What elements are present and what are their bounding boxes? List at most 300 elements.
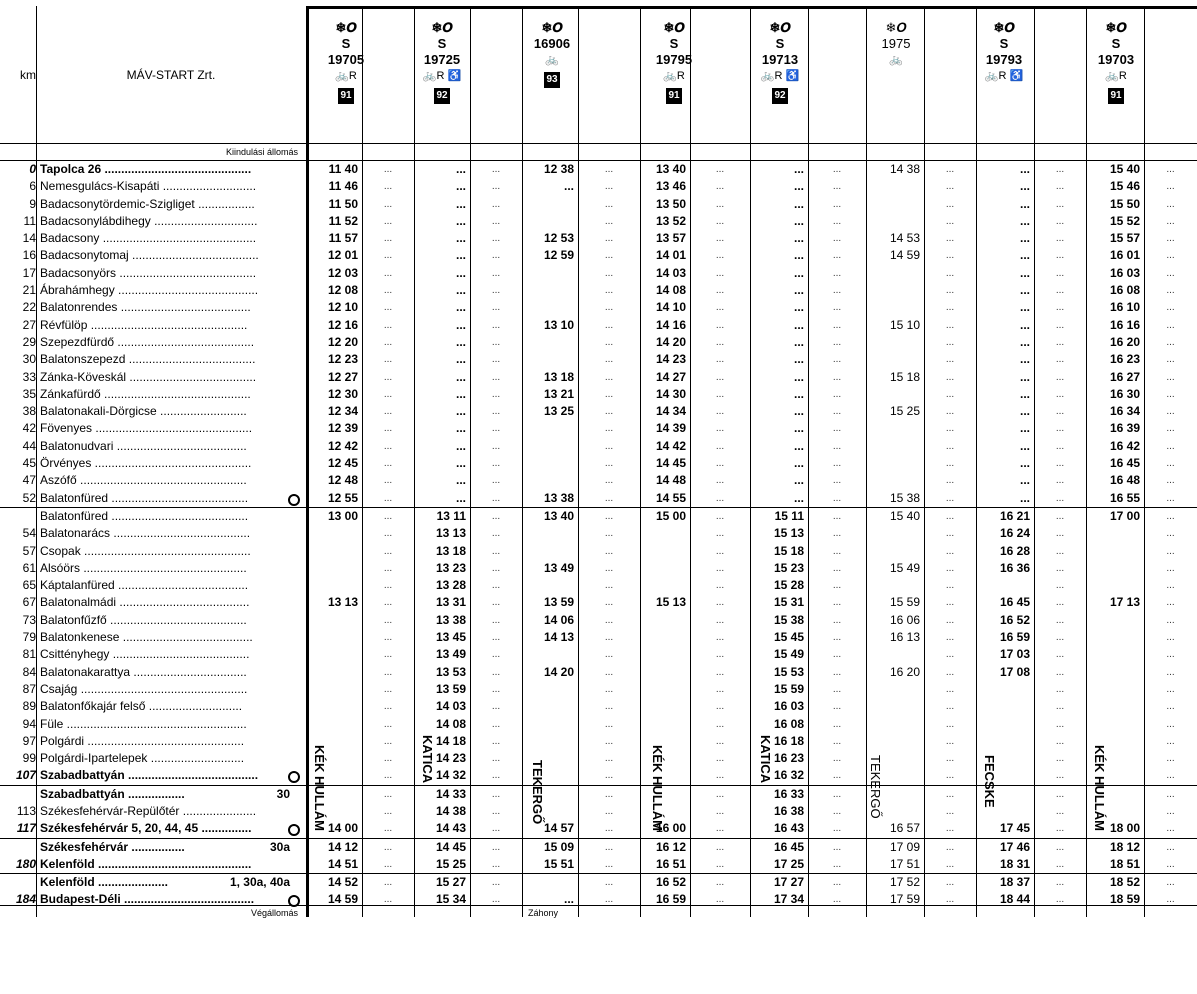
- empty-column-filler: ...: [945, 164, 955, 175]
- km-cell: 30: [22, 352, 36, 367]
- empty-column-filler: ...: [715, 788, 725, 800]
- departure-time: [866, 334, 920, 351]
- empty-column-filler: ...: [832, 440, 842, 452]
- station-name: Révfülöp ...............................................: [40, 317, 248, 332]
- km-cell: 117: [16, 821, 36, 836]
- departure-time: [1086, 716, 1140, 733]
- empty-column-filler: ...: [945, 823, 955, 835]
- empty-column-filler: ...: [604, 302, 614, 314]
- departure-time: [306, 664, 358, 681]
- departure-time: [522, 265, 574, 282]
- empty-column-filler: ...: [383, 319, 393, 331]
- departure-time: 17 59: [889, 892, 920, 907]
- departure-time: [976, 733, 1030, 750]
- km-cell: 47: [22, 473, 36, 488]
- empty-column-filler: ...: [715, 423, 725, 435]
- empty-column-filler: ...: [491, 423, 501, 435]
- empty-column-filler: ...: [1166, 770, 1175, 782]
- departure-time: 16 48: [1109, 473, 1140, 488]
- empty-column-filler: ...: [832, 233, 842, 245]
- departure-time: [866, 196, 920, 213]
- departure-time: 13 40: [655, 162, 686, 176]
- table-row: [0, 299, 1197, 316]
- departure-time: 14 52: [327, 875, 358, 890]
- departure-time: 14 57: [543, 821, 574, 836]
- empty-column-filler: ...: [604, 545, 614, 557]
- empty-column-filler: ...: [832, 632, 842, 644]
- station-name: Balatonrendes .......................................: [40, 300, 251, 315]
- table-row: [0, 629, 1197, 646]
- empty-column-filler: ...: [491, 701, 501, 713]
- empty-column-filler: ...: [945, 894, 955, 906]
- empty-column-filler: ...: [383, 805, 393, 817]
- empty-column-filler: ...: [604, 858, 614, 870]
- departure-time: 14 12: [327, 839, 358, 854]
- station-name: Székesfehérvár ................ 30a: [40, 839, 302, 856]
- departure-time: [640, 716, 686, 733]
- departure-time: 13 13: [327, 595, 358, 610]
- empty-column-filler: ...: [491, 475, 501, 487]
- empty-column-filler: ...: [604, 666, 614, 678]
- empty-column-filler: ...: [383, 336, 393, 348]
- departure-time: 17 08: [999, 664, 1030, 679]
- empty-column-filler: ...: [491, 753, 501, 765]
- empty-column-filler: ...: [832, 666, 842, 678]
- departure-time: 18 12: [1109, 839, 1140, 854]
- operator-label: MÁV-START Zrt.: [126, 68, 216, 82]
- empty-column-filler: ...: [1055, 215, 1065, 227]
- empty-column-filler: ...: [491, 510, 501, 522]
- departure-time: ...: [793, 248, 804, 263]
- table-row: [0, 646, 1197, 663]
- table-row: [0, 334, 1197, 351]
- empty-column-filler: ...: [491, 285, 501, 297]
- departure-time: ...: [1019, 300, 1030, 315]
- departure-time: [866, 646, 920, 663]
- empty-column-filler: ...: [945, 683, 955, 695]
- departure-time: 15 11: [774, 508, 804, 523]
- empty-column-filler: ...: [832, 336, 842, 348]
- empty-column-filler: ...: [604, 788, 614, 800]
- departure-time: 13 31: [435, 595, 466, 610]
- empty-column-filler: ...: [945, 614, 955, 626]
- departure-time: 16 36: [999, 560, 1030, 575]
- departure-time: [640, 629, 686, 646]
- empty-column-filler: ...: [383, 475, 393, 487]
- table-row: [0, 403, 1197, 420]
- departure-time: ...: [563, 179, 574, 194]
- departure-time: [1086, 612, 1140, 629]
- empty-column-filler: ...: [945, 423, 955, 435]
- departure-time: 14 23: [655, 352, 686, 367]
- departure-time: [522, 282, 574, 299]
- empty-column-filler: ...: [491, 302, 501, 314]
- departure-time: 15 38: [773, 612, 804, 627]
- empty-column-filler: ...: [491, 562, 501, 574]
- empty-column-filler: ...: [491, 858, 501, 870]
- empty-column-filler: ...: [715, 164, 725, 175]
- departure-time: [866, 282, 920, 299]
- departure-time: 13 18: [435, 543, 466, 558]
- table-row: [0, 664, 1197, 681]
- departure-time: [522, 334, 574, 351]
- table-row: [0, 543, 1197, 560]
- empty-column-filler: ...: [945, 285, 955, 297]
- empty-column-filler: ...: [604, 614, 614, 626]
- departure-time: [866, 455, 920, 472]
- departure-time: 13 49: [435, 647, 466, 662]
- departure-time: 18 31: [999, 856, 1030, 871]
- departure-time: 16 23: [1109, 352, 1140, 367]
- departure-time: 14 59: [327, 892, 358, 907]
- empty-column-filler: ...: [1055, 788, 1065, 800]
- departure-time: 12 08: [327, 283, 358, 298]
- departure-time: 15 59: [889, 595, 920, 610]
- empty-column-filler: ...: [383, 198, 393, 210]
- departure-time: [866, 386, 920, 403]
- empty-column-filler: ...: [383, 528, 393, 540]
- station-name: Badacsonyörs .........................................: [40, 265, 257, 280]
- departure-time: 11 40: [328, 162, 358, 176]
- empty-column-filler: ...: [1055, 614, 1065, 626]
- table-row: [0, 838, 1197, 856]
- departure-time: 12 39: [327, 421, 358, 436]
- empty-column-filler: ...: [832, 614, 842, 626]
- empty-column-filler: ...: [945, 701, 955, 713]
- table-row: [0, 472, 1197, 489]
- empty-column-filler: ...: [383, 302, 393, 314]
- departure-time: [522, 646, 574, 663]
- empty-column-filler: ...: [715, 597, 725, 609]
- empty-column-filler: ...: [1055, 510, 1065, 522]
- train-name-label: KÉK HULLÁM: [312, 745, 327, 831]
- empty-column-filler: ...: [945, 545, 955, 557]
- train-name-label: KÉK HULLÁM: [650, 745, 665, 831]
- departure-time: ...: [1019, 456, 1030, 471]
- departure-time: 16 55: [1109, 490, 1140, 505]
- km-cell: 65: [22, 578, 36, 593]
- departure-time: ...: [793, 317, 804, 332]
- departure-time: 11 46: [328, 179, 358, 194]
- timetable: [0, 143, 1197, 909]
- departure-time: 14 55: [655, 490, 686, 505]
- departure-time: 14 03: [655, 265, 686, 280]
- train-name-label: TEKERGŐ: [530, 760, 545, 825]
- empty-column-filler: ...: [945, 215, 955, 227]
- empty-column-filler: ...: [1166, 233, 1175, 245]
- departure-time: [640, 577, 686, 594]
- departure-time: 13 10: [543, 317, 574, 332]
- empty-column-filler: ...: [945, 562, 955, 574]
- empty-column-filler: ...: [945, 805, 955, 817]
- departure-time: 16 18: [773, 733, 804, 748]
- empty-column-filler: ...: [1055, 336, 1065, 348]
- departure-time: 16 42: [1109, 438, 1140, 453]
- empty-column-filler: ...: [604, 233, 614, 245]
- empty-column-filler: ...: [832, 475, 842, 487]
- departure-time: 18 51: [1109, 856, 1140, 871]
- empty-column-filler: ...: [715, 492, 725, 504]
- km-cell: 99: [22, 751, 36, 766]
- station-name: Csittényhegy .........................................: [40, 647, 250, 662]
- empty-column-filler: ...: [715, 267, 725, 279]
- departure-time: 14 42: [655, 438, 686, 453]
- departure-time: [522, 681, 574, 698]
- departure-time: 17 13: [1109, 595, 1140, 610]
- departure-time: [306, 716, 358, 733]
- empty-column-filler: ...: [1055, 528, 1065, 540]
- empty-column-filler: ...: [715, 823, 725, 835]
- departure-time: 14 43: [435, 821, 466, 836]
- departure-time: [1086, 646, 1140, 663]
- departure-time: 16 59: [655, 892, 686, 907]
- empty-column-filler: ...: [1055, 683, 1065, 695]
- departure-time: 13 11: [436, 508, 466, 523]
- departure-time: [522, 874, 574, 891]
- departure-time: 16 32: [773, 768, 804, 783]
- km-cell: 107: [15, 768, 36, 783]
- departure-time: 14 45: [435, 839, 466, 854]
- train-name-label: TEKERGŐ: [868, 755, 883, 819]
- departure-time: 12 01: [327, 248, 358, 263]
- departure-time: 16 59: [999, 630, 1030, 645]
- empty-column-filler: ...: [1166, 632, 1175, 644]
- departure-time: 12 55: [327, 490, 358, 505]
- table-row: [0, 750, 1197, 767]
- empty-column-filler: ...: [715, 580, 725, 592]
- departure-time: [1086, 698, 1140, 715]
- km-cell: 11: [23, 213, 36, 228]
- departure-time: 16 28: [999, 543, 1030, 558]
- empty-column-filler: ...: [1166, 666, 1175, 678]
- departure-time: 15 18: [773, 543, 804, 558]
- departure-time: ...: [455, 213, 466, 228]
- empty-column-filler: ...: [1166, 877, 1175, 889]
- departure-time: 13 38: [435, 612, 466, 627]
- departure-time: 17 46: [999, 839, 1030, 854]
- station-name: Badacsony ..............................................: [40, 231, 257, 246]
- departure-time: 14 06: [543, 612, 574, 627]
- departure-time: 18 59: [1109, 892, 1140, 907]
- station-name: Csajág ..................................................: [40, 681, 248, 696]
- empty-column-filler: ...: [1166, 164, 1175, 175]
- km-cell: 57: [22, 543, 36, 558]
- km-cell: 54: [22, 526, 36, 541]
- empty-column-filler: ...: [491, 735, 501, 747]
- departure-time: ...: [1019, 490, 1030, 505]
- empty-column-filler: ...: [715, 181, 725, 193]
- departure-time: 15 13: [655, 595, 686, 610]
- empty-column-filler: ...: [1055, 597, 1065, 609]
- departure-time: 13 23: [435, 560, 466, 575]
- empty-column-filler: ...: [715, 562, 725, 574]
- empty-column-filler: ...: [715, 649, 725, 661]
- km-cell: 38: [22, 404, 36, 419]
- table-row: [0, 716, 1197, 733]
- departure-time: [522, 455, 574, 472]
- empty-column-filler: ...: [383, 718, 393, 730]
- empty-column-filler: ...: [604, 336, 614, 348]
- empty-column-filler: ...: [604, 181, 614, 193]
- departure-time: ...: [1019, 473, 1030, 488]
- empty-column-filler: ...: [715, 528, 725, 540]
- km-cell: 113: [16, 803, 36, 818]
- station-name: Zánkafürdő ............................................: [40, 386, 251, 401]
- empty-column-filler: ...: [832, 858, 842, 870]
- departure-time: 16 52: [999, 612, 1030, 627]
- departure-time: ...: [455, 162, 466, 176]
- departure-time: 15 25: [435, 856, 466, 871]
- departure-time: 16 08: [1109, 283, 1140, 298]
- empty-column-filler: ...: [715, 336, 725, 348]
- empty-column-filler: ...: [945, 302, 955, 314]
- empty-column-filler: ...: [945, 649, 955, 661]
- empty-column-filler: ...: [832, 735, 842, 747]
- km-cell: 42: [22, 421, 36, 436]
- departure-time: [1086, 664, 1140, 681]
- empty-column-filler: ...: [832, 388, 842, 400]
- empty-column-filler: ...: [383, 841, 393, 853]
- empty-column-filler: ...: [945, 406, 955, 418]
- station-name: Füle ......................................................: [40, 716, 247, 731]
- departure-time: [866, 472, 920, 489]
- empty-column-filler: ...: [604, 683, 614, 695]
- departure-time: ...: [793, 231, 804, 246]
- empty-column-filler: ...: [1166, 683, 1175, 695]
- empty-column-filler: ...: [832, 753, 842, 765]
- empty-column-filler: ...: [604, 458, 614, 470]
- departure-time: 14 16: [655, 317, 686, 332]
- table-row: [0, 455, 1197, 472]
- empty-column-filler: ...: [383, 215, 393, 227]
- km-cell: 6: [29, 179, 36, 194]
- table-row: [0, 420, 1197, 437]
- empty-column-filler: ...: [1055, 388, 1065, 400]
- table-row: [0, 438, 1197, 455]
- connecting-line-ref: 1, 30a, 40a: [229, 875, 290, 890]
- departure-time: 15 27: [435, 875, 466, 890]
- km-cell: 21: [22, 283, 36, 298]
- empty-column-filler: ...: [945, 181, 955, 193]
- empty-column-filler: ...: [491, 894, 501, 906]
- empty-column-filler: ...: [832, 215, 842, 227]
- station-name: Szepezdfürdő .........................................: [40, 334, 255, 349]
- departure-time: ...: [455, 334, 466, 349]
- empty-column-filler: ...: [604, 823, 614, 835]
- station-name: Balatonfőkajár felső ............................: [40, 699, 243, 714]
- departure-time: 14 34: [655, 404, 686, 419]
- departure-time: [522, 196, 574, 213]
- empty-column-filler: ...: [1055, 545, 1065, 557]
- departure-time: 15 13: [773, 526, 804, 541]
- km-cell: 16: [22, 248, 36, 263]
- km-cell: 180: [15, 856, 36, 871]
- empty-column-filler: ...: [715, 614, 725, 626]
- empty-column-filler: ...: [491, 181, 501, 193]
- departure-time: ...: [1019, 317, 1030, 332]
- departure-time: 14 00: [327, 821, 358, 836]
- departure-time: ...: [1019, 179, 1030, 194]
- departure-time: ...: [793, 386, 804, 401]
- empty-column-filler: ...: [1055, 475, 1065, 487]
- train-header-6: ❄𝑶 1975 🚲: [881, 20, 911, 66]
- departure-time: 15 34: [435, 892, 466, 907]
- empty-column-filler: ...: [604, 877, 614, 889]
- empty-column-filler: ...: [604, 388, 614, 400]
- empty-column-filler: ...: [945, 371, 955, 383]
- station-name: Szabadbattyán .......................................: [40, 767, 302, 784]
- empty-column-filler: ...: [715, 666, 725, 678]
- empty-column-filler: ...: [491, 267, 501, 279]
- departure-time: ...: [793, 404, 804, 419]
- empty-column-filler: ...: [383, 371, 393, 383]
- empty-column-filler: ...: [945, 336, 955, 348]
- departure-time: [306, 646, 358, 663]
- empty-column-filler: ...: [383, 649, 393, 661]
- km-cell: 33: [22, 369, 36, 384]
- departure-time: 13 53: [435, 664, 466, 679]
- empty-column-filler: ...: [491, 649, 501, 661]
- end-note-train-3: Záhony: [528, 907, 559, 918]
- station-name: Fövenyes ...............................................: [40, 421, 253, 436]
- departure-time: ...: [455, 421, 466, 436]
- empty-column-filler: ...: [491, 877, 501, 889]
- station-name: Balatonfüred .........................................: [40, 490, 302, 507]
- departure-time: ...: [793, 490, 804, 505]
- departure-time: 16 24: [999, 526, 1030, 541]
- empty-column-filler: ...: [604, 528, 614, 540]
- empty-column-filler: ...: [383, 164, 393, 175]
- departure-time: 15 52: [1109, 213, 1140, 228]
- start-note: Kiindulási állomás: [225, 147, 298, 157]
- empty-column-filler: ...: [383, 562, 393, 574]
- station-name: Kelenföld ..............................................: [40, 856, 252, 871]
- departure-time: ...: [793, 162, 804, 176]
- table-row: [0, 230, 1197, 247]
- empty-column-filler: ...: [604, 354, 614, 366]
- empty-column-filler: ...: [832, 528, 842, 540]
- departure-time: 18 52: [1109, 875, 1140, 890]
- km-cell: 44: [22, 438, 36, 453]
- departure-time: 17 27: [773, 875, 804, 890]
- table-row: [0, 820, 1197, 837]
- departure-time: [866, 543, 920, 560]
- departure-time: ...: [793, 283, 804, 298]
- empty-column-filler: ...: [1166, 841, 1175, 853]
- departure-time: ...: [793, 369, 804, 384]
- empty-column-filler: ...: [604, 250, 614, 262]
- departure-time: [522, 213, 574, 230]
- table-row: [0, 577, 1197, 594]
- departure-time: [306, 577, 358, 594]
- train-header-8: ❄𝑶 S 19703 🚲R 91: [1088, 20, 1144, 104]
- table-row: [0, 213, 1197, 230]
- empty-column-filler: ...: [1166, 735, 1175, 747]
- empty-column-filler: ...: [1166, 285, 1175, 297]
- empty-column-filler: ...: [832, 597, 842, 609]
- departure-time: ...: [1019, 162, 1030, 176]
- empty-column-filler: ...: [832, 198, 842, 210]
- departure-time: ...: [1019, 438, 1030, 453]
- departure-time: [866, 213, 920, 230]
- empty-column-filler: ...: [383, 233, 393, 245]
- station-name: Ábrahámhegy ..........................................: [40, 283, 259, 298]
- departure-time: [1086, 525, 1140, 542]
- departure-time: 11 57: [328, 231, 358, 246]
- empty-column-filler: ...: [832, 250, 842, 262]
- empty-column-filler: ...: [715, 510, 725, 522]
- empty-column-filler: ...: [715, 475, 725, 487]
